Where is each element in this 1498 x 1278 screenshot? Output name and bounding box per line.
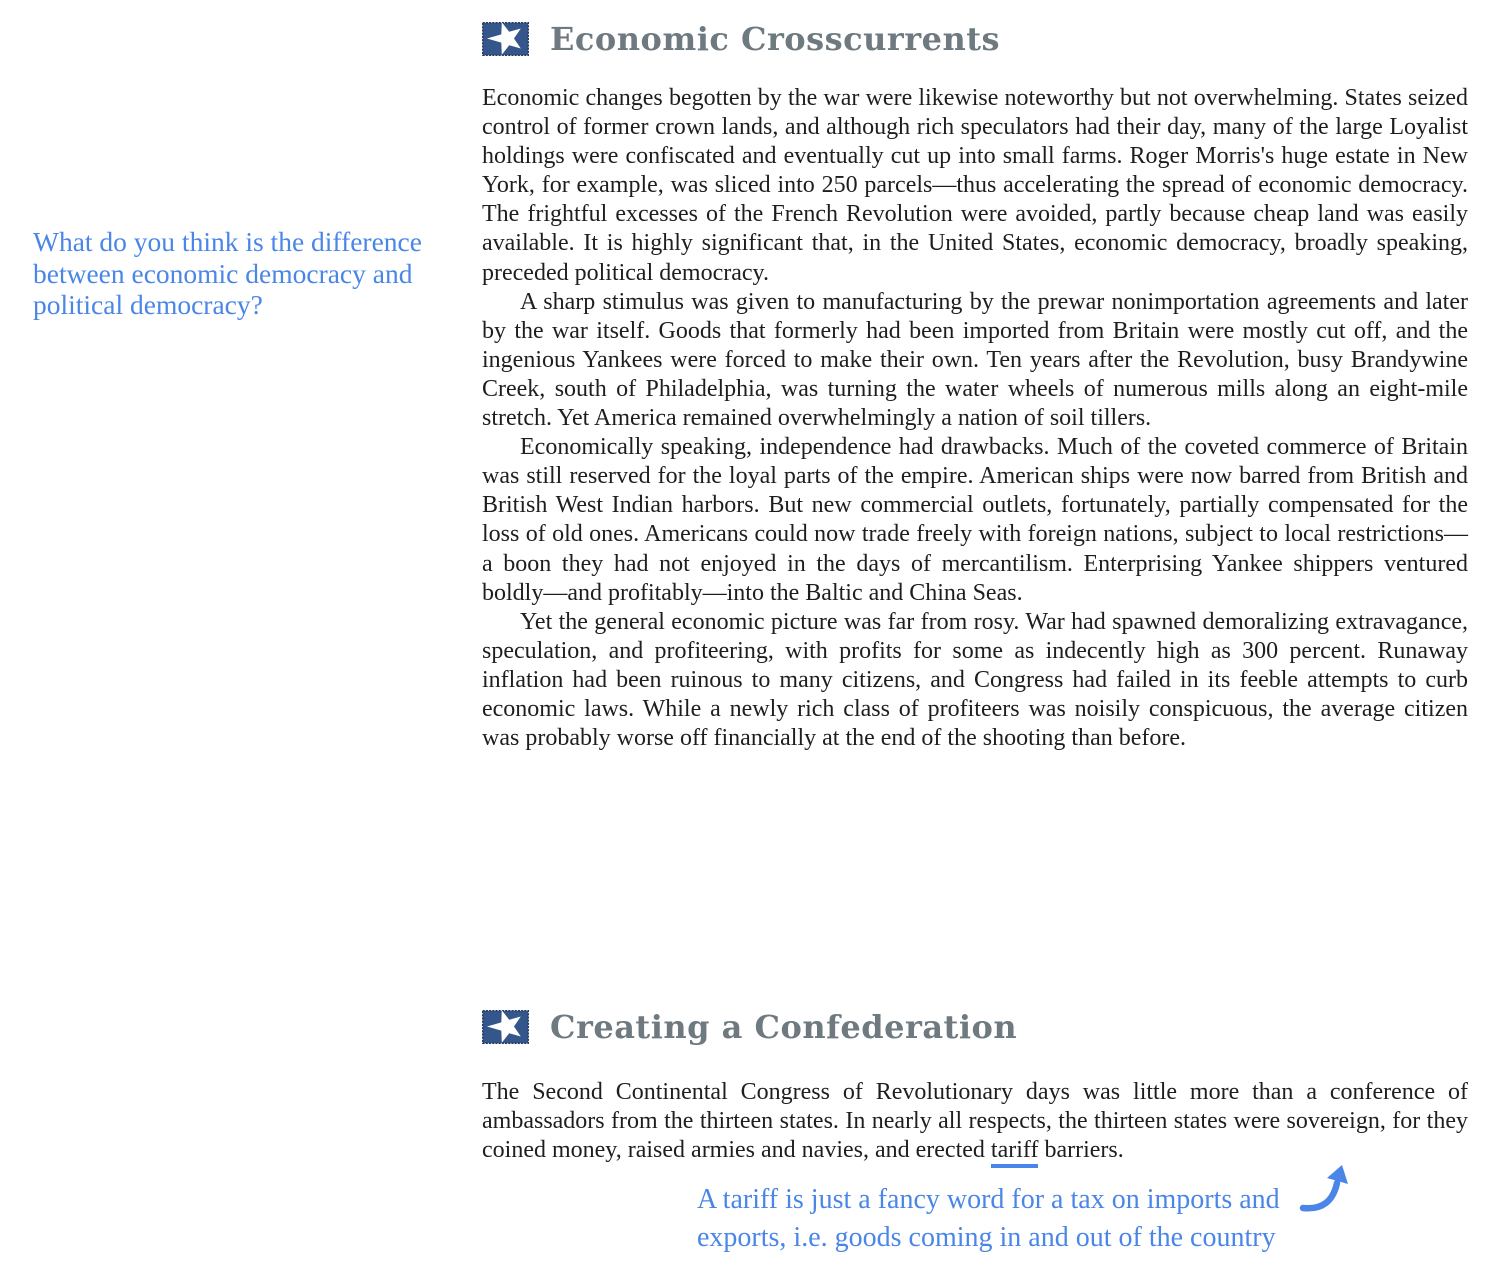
margin-note-line: political democracy? [33,289,263,320]
margin-note-question [33,226,422,321]
paragraph: Yet the general economic picture was far from rosy. War had spawned demoralizing extravagance, speculation, and profiteering, with profits for some as indecently high as 300 percent. Runaway inflation had been ruinous to many citizens, and Congress had failed in its feeble attempts to curb economic laws. While a newly rich class of profiteers was noisily conspicuous, the average citizen was probably worse off financially at the end of the shooting than before. [482,608,1468,752]
tariff-note-line: exports, i.e. goods coming in and out of the country [697,1222,1276,1253]
section-body-confederation [482,1078,1468,1165]
text-before-tariff: The Second Continental Congress of Revolutionary days was little more than a conference of ambassadors from the thirteen states. In nearly all respects, the thirteen states were sovereign, for they coined money, raised armies and navies, and erected [482,1079,1468,1164]
tariff-underlined-word: tariff [991,1137,1039,1168]
paragraph: A sharp stimulus was given to manufacturing by the prewar nonimportation agreements and later by the war itself. Goods that formerly had been imported from Britain were mostly cut off, and the ingenious Yankees were forced to make their own. Ten years after the Revolution, busy Brandywine Creek, south of Philadelphia, was turning the water wheels of numerous mills along an eight-mile stretch. Yet America remained overwhelmingly a nation of soil tillers. [482,288,1468,432]
paragraph [482,1078,1468,1165]
section-body-economic [482,84,1468,753]
margin-note-line: between economic democracy and [33,257,413,289]
section-title: Economic Crosscurrents [550,20,1001,58]
tariff-note-line: A tariff is just a fancy word for a tax on imports and [697,1184,1280,1215]
section-header-creating-a-confederation [482,1008,1017,1046]
section-header-economic-crosscurrents [482,20,1000,58]
star-icon [482,1010,529,1044]
margin-note-line: What do you think is the difference [33,226,422,257]
paragraph: Economically speaking, independence had drawbacks. Much of the coveted commerce of Britain was still reserved for the loyal parts of the empire. American ships were now barred from British and British West Indian harbors. But new commercial outlets, fortunately, partially compensated for the loss of old ones. Americans could now trade freely with foreign nations, subject to local restrictions—a boon they had not enjoyed in the days of mercantilism. Enterprising Yankee shippers ventured boldly—and profitably—into the Baltic and China Seas. [482,434,1468,606]
section-title: Creating a Confederation [550,1008,1018,1046]
text-after-tariff: barriers. [1038,1137,1124,1164]
star-icon [482,22,529,56]
paragraph: Economic changes begotten by the war were likewise noteworthy but not overwhelming. States seized control of former crown lands, and although rich speculators had their day, many of the large Loyalist holdings were confiscated and eventually cut up into small farms. Roger Morris's huge estate in New York, for example, was sliced into 250 parcels—thus accelerating the spread of economic democracy. The frightful excesses of the French Revolution were avoided, partly because cheap land was easily available. It is highly significant that, in the United States, economic democracy, broadly speaking, preceded political democracy. [482,85,1468,286]
curved-arrow-icon [1298,1163,1358,1221]
tariff-definition-note [697,1181,1280,1257]
